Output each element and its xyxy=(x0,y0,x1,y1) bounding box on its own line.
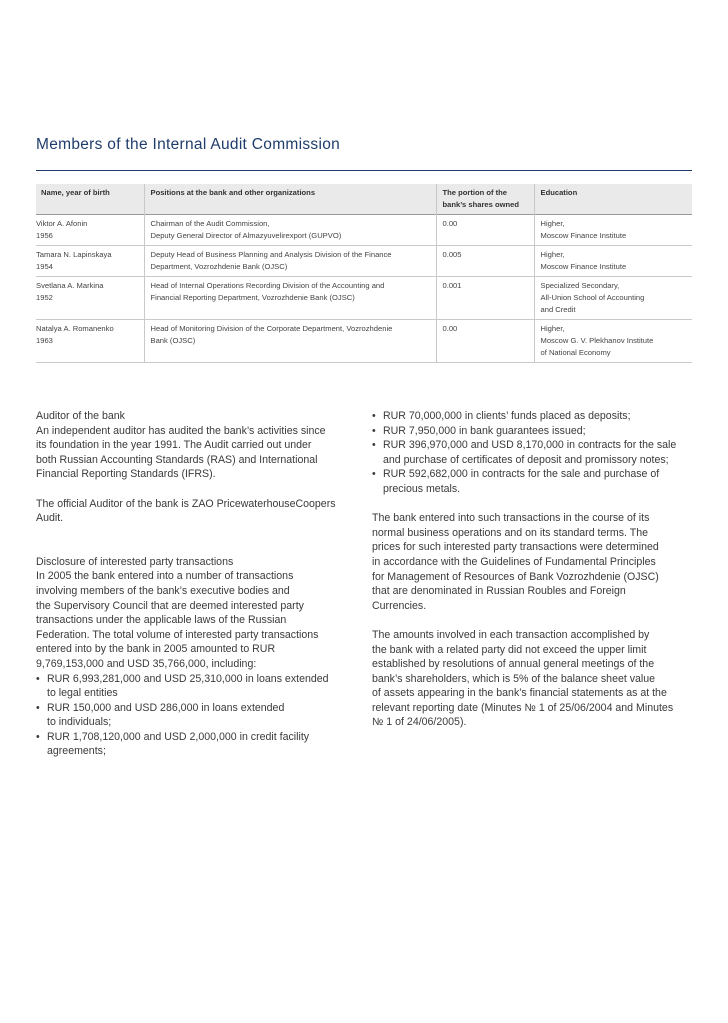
header-shares: The portion of the bank’s shares owned xyxy=(436,184,534,215)
cell-education: Higher, Moscow G. V. Plekhanov Institute of National Economy xyxy=(534,320,692,363)
list-item: • RUR 396,970,000 and USD 8,170,000 in contracts for the sale and purchase of certificates of deposit and promissory notes; xyxy=(372,438,692,467)
auditor-heading: Auditor of the bank xyxy=(36,410,125,422)
list-item: • RUR 150,000 and USD 286,000 in loans extended to individuals; xyxy=(36,701,358,730)
cell-name: Tamara N. Lapinskaya 1954 xyxy=(36,246,144,277)
list-item: • RUR 6,993,281,000 and USD 25,310,000 in loans extended to legal entities xyxy=(36,672,358,701)
terms-paragraph: The bank entered into such transactions in the course of its normal business operations and on its standard terms. The prices for such interested party transactions were determined in accordance with the Guidelines of Fundamental Principles for Management of Resources of Bank Vozrozhdenie (OJSC) that are denominated in Russian Roubles and Foreign Currencies. xyxy=(372,512,659,612)
limits-paragraph: The amounts involved in each transaction accomplished by the bank with a related party did not exceed the upper limit established by resolutions of annual general meetings of the bank’s shareholders, which is 5% of the balance sheet value of assets appearing in the bank’s financial statements as at the relevant reporting date (Minutes № 1 of 25/06/2004 and Minutes № 1 of 24/06/2005). xyxy=(372,628,674,729)
header-name: Name, year of birth xyxy=(36,184,144,215)
auditor-official-paragraph: The official Auditor of the bank is ZAO PricewaterhouseCoopers Audit. xyxy=(36,497,336,525)
left-column xyxy=(36,409,358,759)
cell-positions: Chairman of the Audit Commission, Deputy General Director of Almazyuvelirexport (GUPVO) xyxy=(144,215,436,246)
list-item: • RUR 70,000,000 in clients’ funds placed as deposits; xyxy=(372,409,692,424)
header-education: Education xyxy=(534,184,692,215)
list-item: • RUR 592,682,000 in contracts for the sale and purchase of precious metals. xyxy=(372,467,692,496)
cell-name: Viktor A. Afonin 1956 xyxy=(36,219,88,240)
cell-name: Svetlana A. Markina 1952 xyxy=(36,277,144,320)
table-row xyxy=(36,246,692,277)
cell-education: Specialized Secondary, All-Union School of Accounting and Credit xyxy=(534,277,692,320)
cell-education: Higher, Moscow Finance Institute xyxy=(534,246,692,277)
section-title: Members of the Internal Audit Commission xyxy=(36,136,341,153)
table-header-row xyxy=(36,184,692,215)
transactions-bullet-list xyxy=(372,409,692,497)
cell-positions: Deputy Head of Business Planning and Analysis Division of the Finance Department, Vozrozhdenie Bank (OJSC) xyxy=(144,246,436,277)
cell-shares: 0.005 xyxy=(436,246,534,277)
right-column xyxy=(372,409,692,730)
title-divider xyxy=(36,170,692,171)
disclosure-heading: Disclosure of interested party transactions xyxy=(36,555,234,568)
list-item: • RUR 7,950,000 in bank guarantees issued; xyxy=(372,424,692,439)
disclosure-bullet-list xyxy=(36,672,358,760)
disclosure-paragraph: In 2005 the bank entered into a number of transactions involving members of the bank’s executive bodies and the Supervisory Council that are deemed interested party transactions under the applicable laws of the Russian Federation. The total volume of interested party transactions entered into by the bank in 2005 amounted to RUR 9,769,153,000 and USD 35,766,000, including: xyxy=(36,570,319,670)
table-row xyxy=(36,215,692,246)
cell-name: Natalya A. Romanenko 1963 xyxy=(36,320,144,363)
cell-education: Higher, Moscow Finance Institute xyxy=(534,215,692,246)
list-item: • RUR 1,708,120,000 and USD 2,000,000 in credit facility agreements; xyxy=(36,730,358,759)
cell-shares: 0.001 xyxy=(436,277,534,320)
table-row xyxy=(36,277,692,320)
header-positions: Positions at the bank and other organizations xyxy=(144,184,436,215)
auditor-paragraph: An independent auditor has audited the bank’s activities since its foundation in the year 1991. The Audit carried out under both Russian Accounting Standards (RAS) and International Financial Reporting Standards (IFRS). xyxy=(36,424,326,481)
audit-commission-table xyxy=(36,184,692,363)
cell-shares: 0.00 xyxy=(436,320,534,363)
cell-shares: 0.00 xyxy=(436,215,534,246)
cell-positions: Head of Internal Operations Recording Division of the Accounting and Financial Reporting Department, Vozrozhdenie Bank (OJSC) xyxy=(144,277,436,320)
table-row xyxy=(36,320,692,363)
cell-positions: Head of Monitoring Division of the Corporate Department, Vozrozhdenie Bank (OJSC) xyxy=(144,320,436,363)
